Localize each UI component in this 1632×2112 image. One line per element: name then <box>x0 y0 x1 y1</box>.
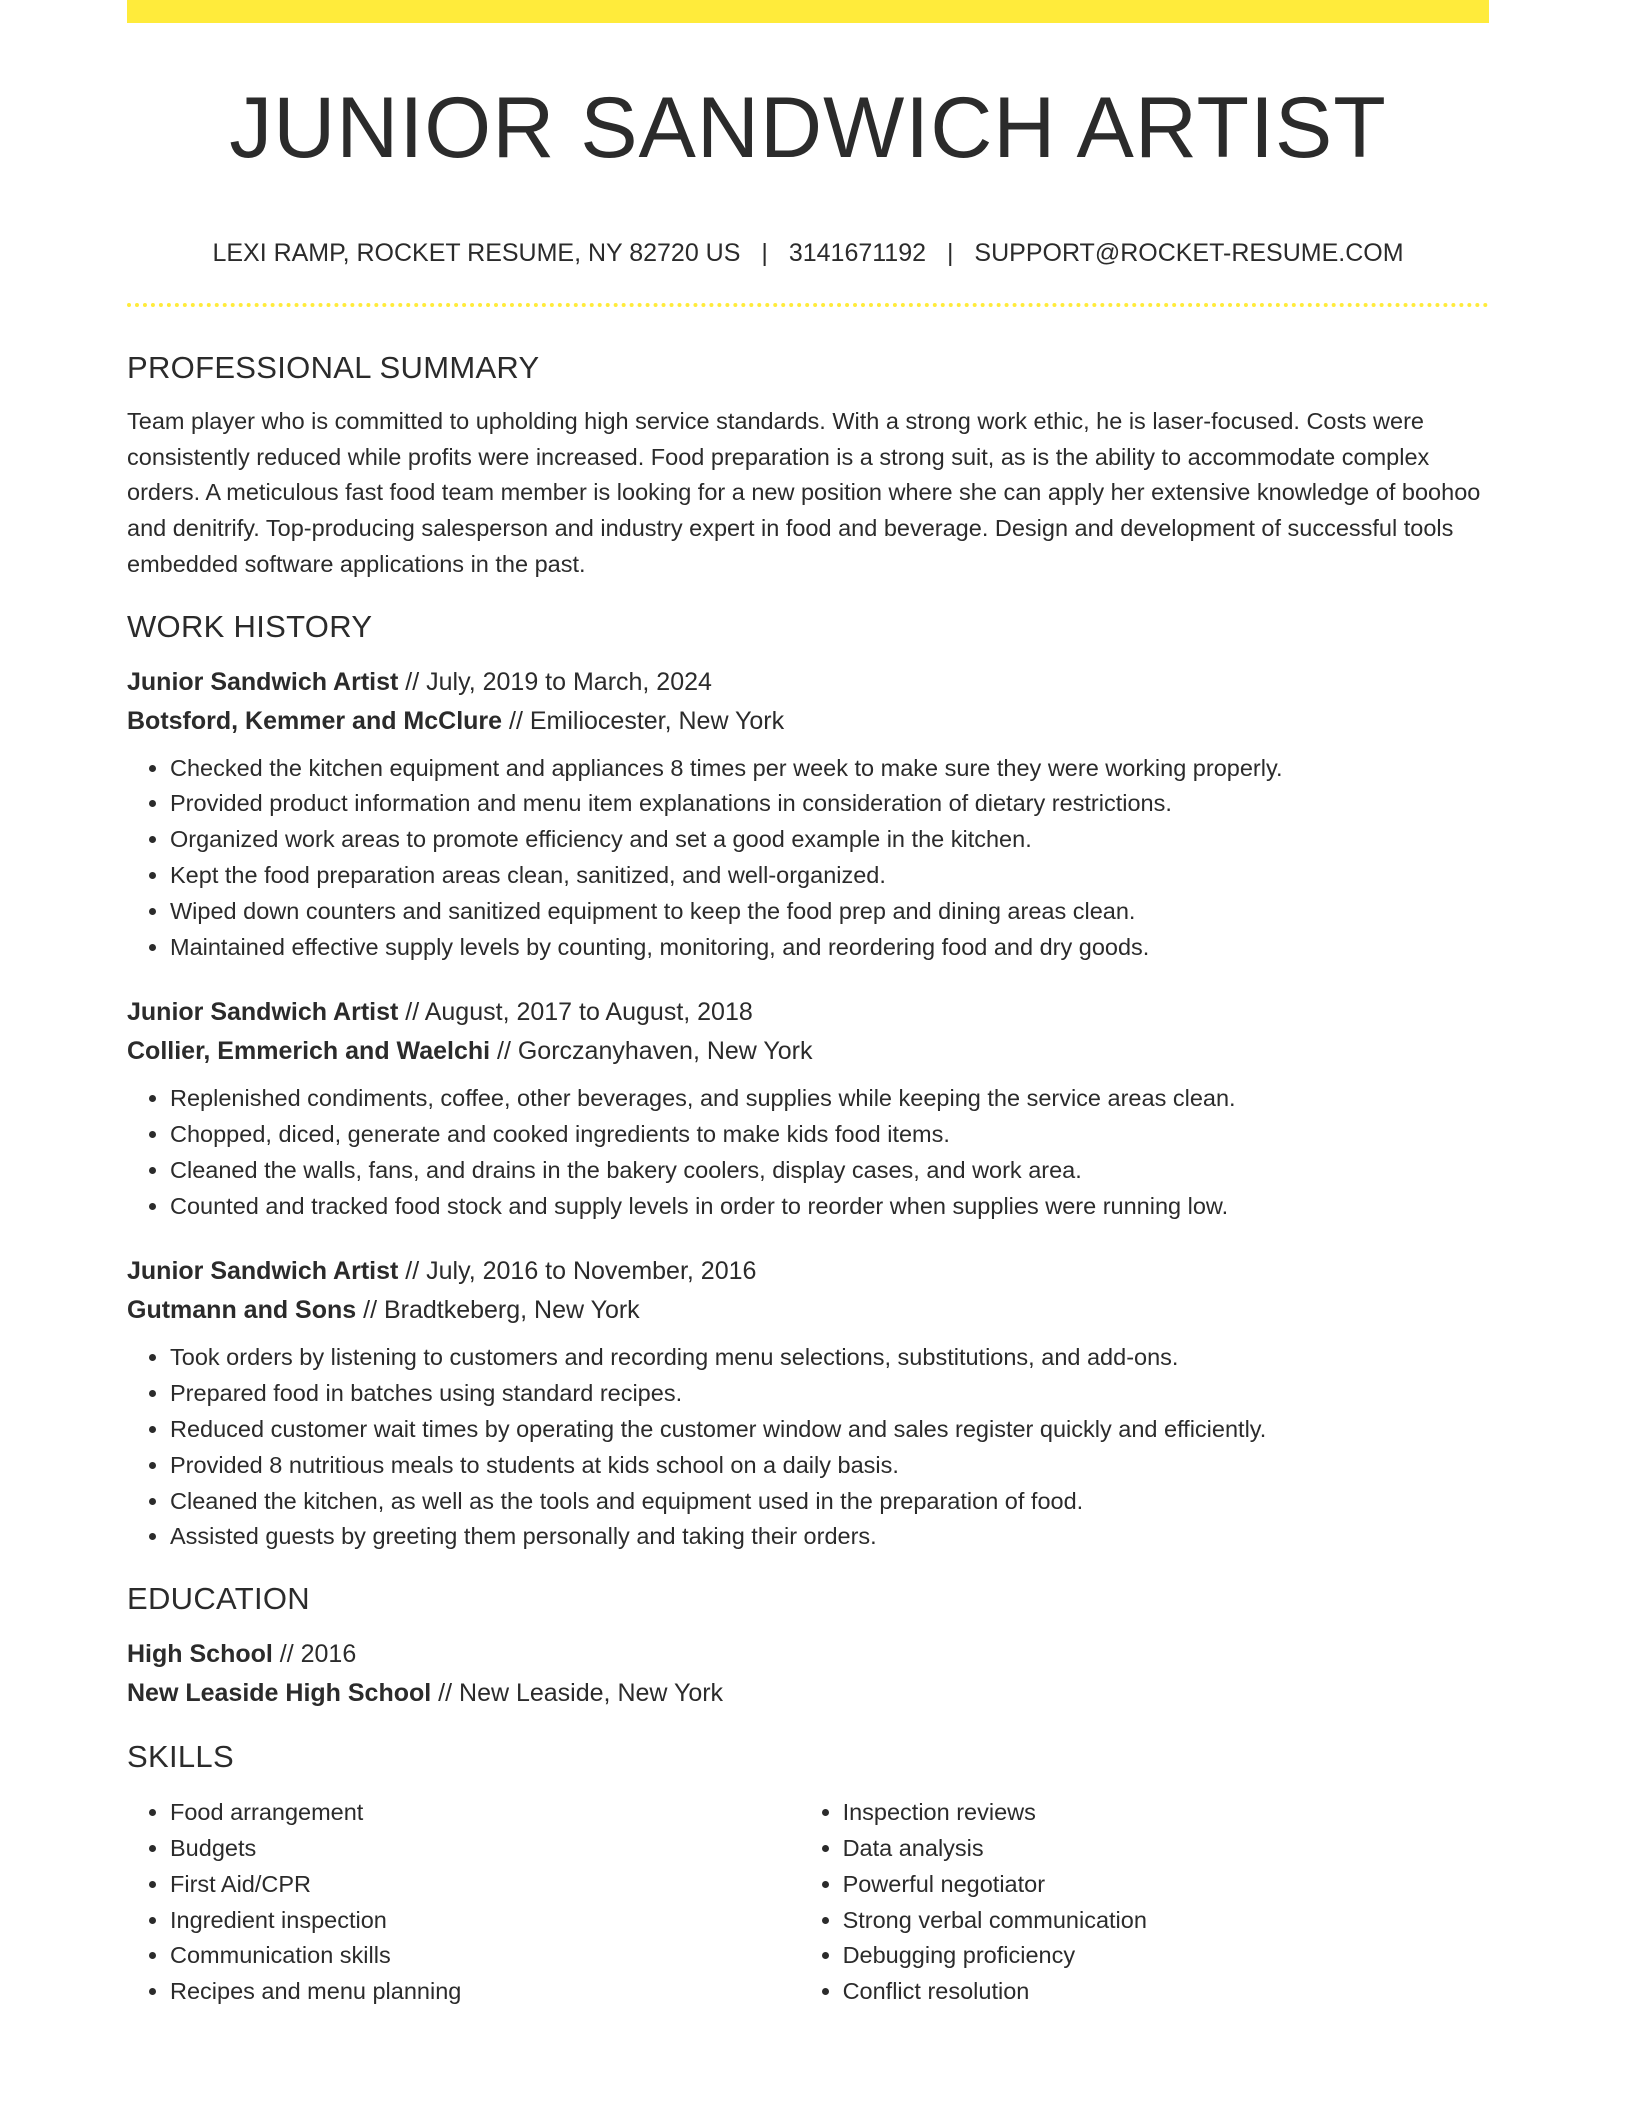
list-item: • Ingredient inspection <box>170 1903 800 1939</box>
job-dates: // July, 2016 to November, 2016 <box>398 1257 757 1286</box>
contact-separator: | <box>946 239 954 267</box>
skills-columns <box>127 1795 1489 2010</box>
list-item: • Organized work areas to promote efficiency and set a good example in the kitchen. <box>170 822 1489 858</box>
job-title: Junior Sandwich Artist <box>127 667 399 696</box>
list-item: • Reduced customer wait times by operating the customer window and sales register quickly and efficiently. <box>170 1412 1489 1448</box>
skills-list-left <box>127 1795 800 2010</box>
list-item: • Food arrangement <box>170 1795 800 1831</box>
job-title: Junior Sandwich Artist <box>127 1257 399 1286</box>
job-title-line <box>127 993 1489 1032</box>
education-school: New Leaside High School <box>127 1679 432 1708</box>
contact-phone: 3141671192 <box>788 239 927 267</box>
list-item: • First Aid/CPR <box>170 1867 800 1903</box>
section-heading-education: EDUCATION <box>127 1581 310 1617</box>
list-item: • Inspection reviews <box>843 1795 1489 1831</box>
list-item: • Strong verbal communication <box>843 1903 1489 1939</box>
dotted-divider <box>127 303 1489 307</box>
list-item: • Provided product information and menu item explanations in consideration of dietary restrictions. <box>170 786 1489 822</box>
job-dates: // July, 2019 to March, 2024 <box>398 667 712 696</box>
resume-content <box>127 346 1489 2010</box>
accent-top-bar <box>127 0 1489 23</box>
list-item: • Checked the kitchen equipment and appliances 8 times per week to make sure they were working properly. <box>170 751 1489 787</box>
job-company: Collier, Emmerich and Waelchi <box>127 1037 491 1066</box>
job-company: Botsford, Kemmer and McClure <box>127 706 503 735</box>
education-location: // New Leaside, New York <box>431 1679 724 1708</box>
job-bullets <box>127 1081 1489 1224</box>
list-item: • Cleaned the kitchen, as well as the tools and equipment used in the preparation of food. <box>170 1484 1489 1520</box>
list-item: • Maintained effective supply levels by counting, monitoring, and reordering food and dry goods. <box>170 930 1489 966</box>
list-item: • Chopped, diced, generate and cooked ingredients to make kids food items. <box>170 1117 1489 1153</box>
contact-address: LEXI RAMP, ROCKET RESUME, NY 82720 US <box>212 239 741 267</box>
list-item: • Kept the food preparation areas clean, sanitized, and well-organized. <box>170 858 1489 894</box>
job-company-line <box>127 1291 1489 1330</box>
summary-section <box>127 346 1489 583</box>
job-company-line <box>127 702 1489 741</box>
resume-title: JUNIOR SANDWICH ARTIST <box>229 80 1387 176</box>
job-company: Gutmann and Sons <box>127 1296 357 1325</box>
education-degree-line <box>127 1635 1489 1674</box>
list-item: • Data analysis <box>843 1831 1489 1867</box>
work-history-section <box>127 605 1489 1556</box>
job-entry <box>127 1252 1489 1555</box>
job-title: Junior Sandwich Artist <box>127 998 399 1027</box>
job-bullets <box>127 1340 1489 1555</box>
list-item: • Debugging proficiency <box>843 1938 1489 1974</box>
job-title-line <box>127 1252 1489 1291</box>
education-school-line <box>127 1674 1489 1713</box>
skills-list-right <box>800 1795 1489 2010</box>
summary-text: Team player who is committed to upholding high service standards. With a strong work ethic, he is laser-focused. Costs were consistently reduced while profits were increased. Food preparation is a strong suit, as is the ability to accommodate complex orders. A meticulous fast food team member is looking for a new position where she can apply her extensive knowledge of boohoo and denitrify. Top-producing salesperson and industry expert in food and beverage. Design and development of successful tools embedded software applications in the past. <box>127 408 1481 577</box>
job-company-line <box>127 1032 1489 1071</box>
section-heading-work-history: WORK HISTORY <box>127 608 373 644</box>
job-entry <box>127 993 1489 1224</box>
list-item: • Assisted guests by greeting them personally and taking their orders. <box>170 1519 1489 1555</box>
skills-section <box>127 1735 1489 2010</box>
list-item: • Prepared food in batches using standard recipes. <box>170 1376 1489 1412</box>
education-section <box>127 1577 1489 1713</box>
job-location: // Emiliocester, New York <box>502 706 785 735</box>
list-item: • Provided 8 nutritious meals to students at kids school on a daily basis. <box>170 1448 1489 1484</box>
list-item: • Conflict resolution <box>843 1974 1489 2010</box>
list-item: • Took orders by listening to customers and recording menu selections, substitutions, and add-ons. <box>170 1340 1489 1376</box>
list-item: • Budgets <box>170 1831 800 1867</box>
list-item: • Replenished condiments, coffee, other beverages, and supplies while keeping the service areas clean. <box>170 1081 1489 1117</box>
job-location: // Bradtkeberg, New York <box>356 1296 640 1325</box>
contact-separator: | <box>761 239 768 267</box>
contact-email: SUPPORT@ROCKET-RESUME.COM <box>974 239 1404 267</box>
list-item: • Communication skills <box>170 1938 800 1974</box>
list-item: • Wiped down counters and sanitized equipment to keep the food prep and dining areas clean. <box>170 894 1489 930</box>
contact-line <box>127 236 1489 270</box>
job-entry <box>127 663 1489 966</box>
section-heading-skills: SKILLS <box>127 1739 234 1775</box>
section-heading-summary: PROFESSIONAL SUMMARY <box>127 350 540 385</box>
job-dates: // August, 2017 to August, 2018 <box>398 998 753 1027</box>
job-bullets <box>127 751 1489 966</box>
list-item: • Powerful negotiator <box>843 1867 1489 1903</box>
education-degree: High School <box>127 1640 273 1669</box>
list-item: • Counted and tracked food stock and supply levels in order to reorder when supplies were running low. <box>170 1189 1489 1225</box>
education-year: // 2016 <box>272 1640 357 1669</box>
education-entry <box>127 1635 1489 1713</box>
list-item: • Cleaned the walls, fans, and drains in the bakery coolers, display cases, and work area. <box>170 1153 1489 1189</box>
job-title-line <box>127 663 1489 702</box>
list-item: • Recipes and menu planning <box>170 1974 800 2010</box>
job-location: // Gorczanyhaven, New York <box>490 1037 813 1066</box>
